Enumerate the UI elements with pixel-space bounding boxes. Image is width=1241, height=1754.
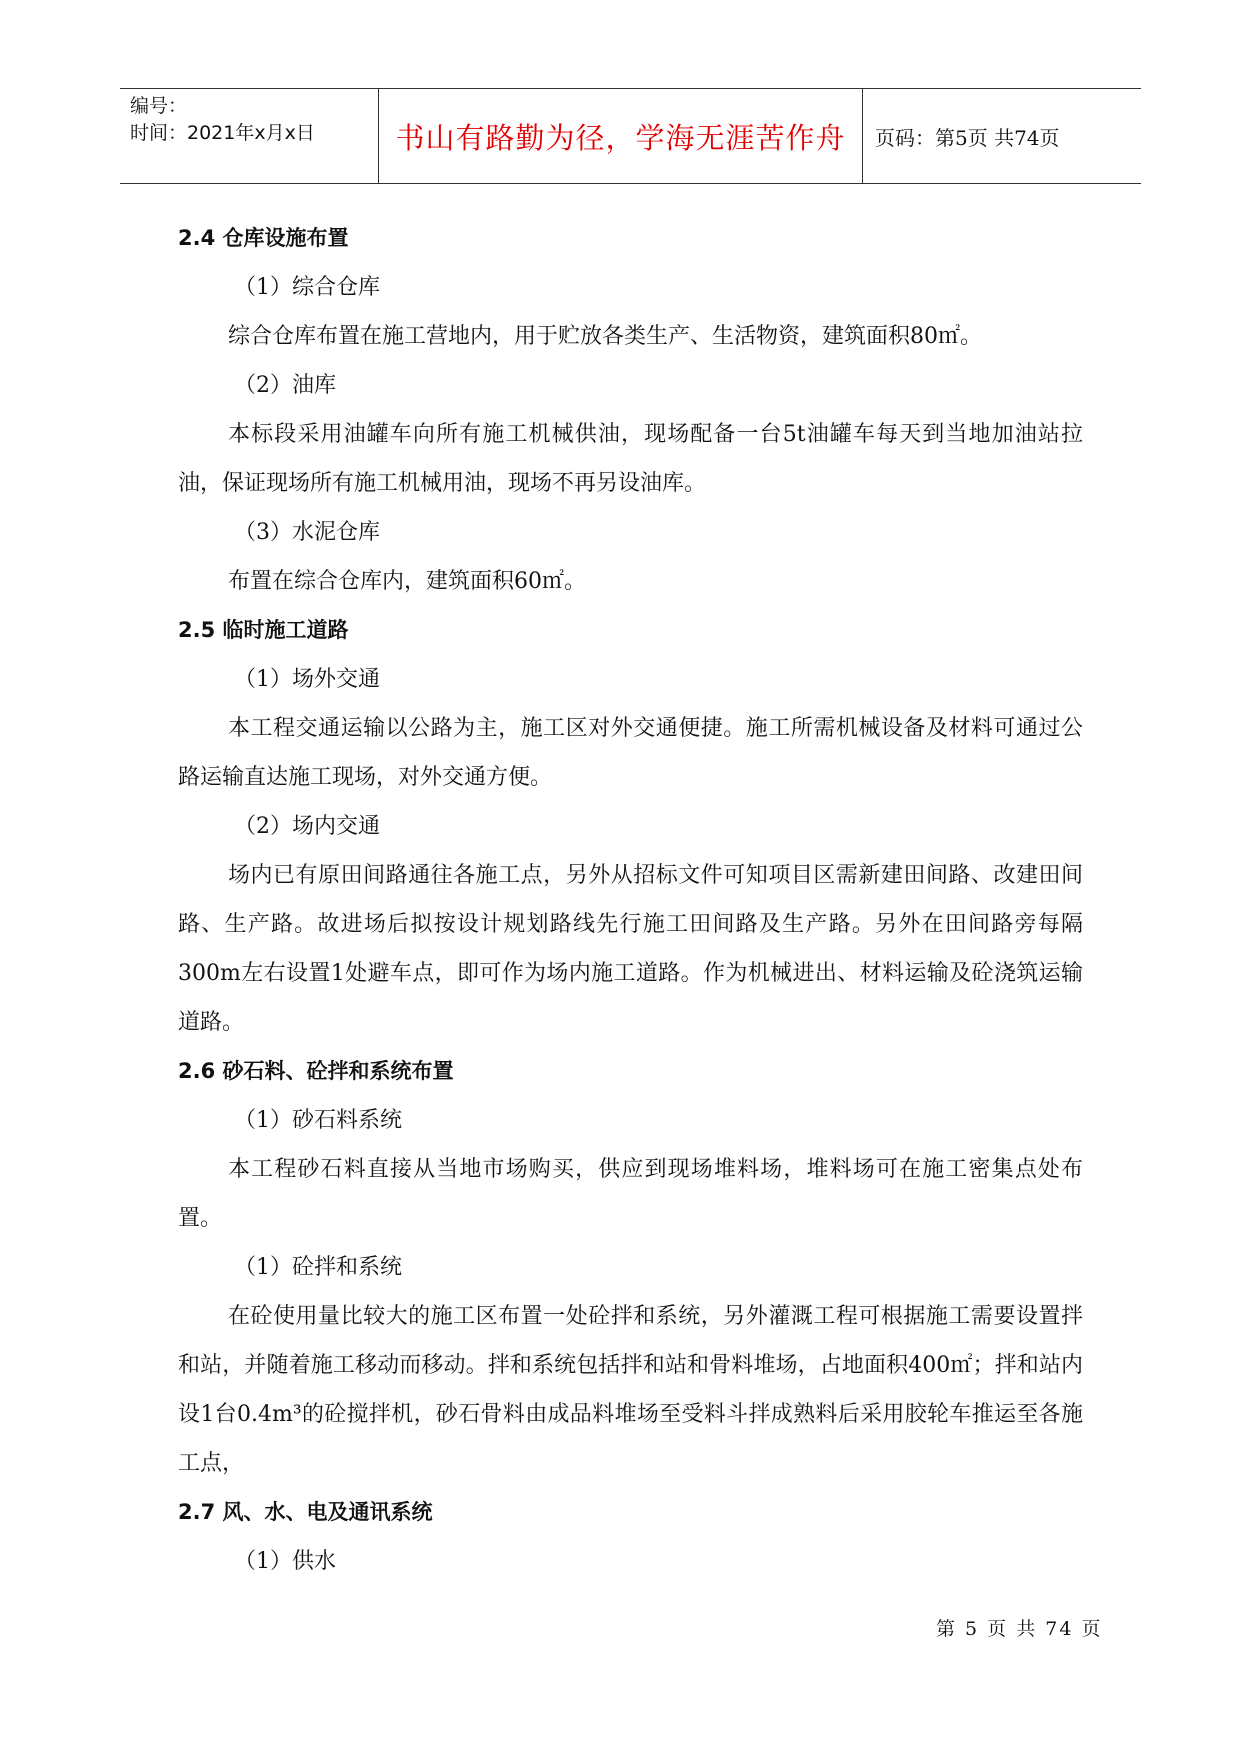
page-footer: 第 5 页 共 74 页 bbox=[936, 1618, 1103, 1640]
document-body bbox=[178, 214, 1083, 1586]
subsection-heading: （1）综合仓库 bbox=[234, 275, 380, 300]
subsection-heading: （2）油库 bbox=[234, 373, 336, 398]
document-number-label: 编号： bbox=[130, 95, 188, 117]
paragraph: 布置在综合仓库内，建筑面积60㎡。 bbox=[228, 569, 586, 594]
header-divider bbox=[862, 89, 863, 183]
paragraph: 在砼使用量比较大的施工区布置一处砼拌和系统，另外灌溉工程可根据施工需要设置拌和站，并随着施工移动而移动。拌和系统包括拌和站和骨料堆场，占地面积400㎡；拌和站内设1台0.4m³的砼搅拌机，砂石骨料由成品料堆场至受料斗拌成熟料后采用胶轮车推运至各施工点， bbox=[178, 1304, 1083, 1476]
section-heading: 2.6 砂石料、砼拌和系统布置 bbox=[178, 1059, 454, 1083]
subsection-heading: （3）水泥仓库 bbox=[234, 520, 380, 545]
header-page-info: 页码：第5页 共74页 bbox=[875, 125, 1060, 150]
paragraph: 本工程交通运输以公路为主，施工区对外交通便捷。施工所需机械设备及材料可通过公路运输直达施工现场，对外交通方便。 bbox=[178, 716, 1083, 790]
subsection-heading: （1）场外交通 bbox=[234, 667, 380, 692]
section-heading: 2.4 仓库设施布置 bbox=[178, 226, 349, 250]
subsection-heading: （2）场内交通 bbox=[234, 814, 380, 839]
paragraph: 场内已有原田间路通往各施工点，另外从招标文件可知项目区需新建田间路、改建田间路、生产路。故进场后拟按设计规划路线先行施工田间路及生产路。另外在田间路旁每隔300m左右设置1处避车点，即可作为场内施工道路。作为机械进出、材料运输及砼浇筑运输道路。 bbox=[178, 863, 1083, 1035]
subsection-heading: （1）砂石料系统 bbox=[234, 1108, 402, 1133]
section-heading: 2.5 临时施工道路 bbox=[178, 618, 349, 642]
header-motto: 书山有路勤为径，学海无涯苦作舟 bbox=[395, 120, 846, 155]
document-time-label: 时间：2021年x月x日 bbox=[130, 122, 315, 144]
header-meta bbox=[130, 93, 315, 147]
paragraph: 综合仓库布置在施工营地内，用于贮放各类生产、生活物资，建筑面积80㎡。 bbox=[228, 324, 982, 349]
section-heading: 2.7 风、水、电及通讯系统 bbox=[178, 1500, 433, 1524]
paragraph: 本工程砂石料直接从当地市场购买，供应到现场堆料场，堆料场可在施工密集点处布置。 bbox=[178, 1157, 1083, 1231]
subsection-heading: （1）砼拌和系统 bbox=[234, 1255, 402, 1280]
subsection-heading: （1）供水 bbox=[234, 1549, 336, 1574]
page-header bbox=[120, 88, 1141, 184]
paragraph: 本标段采用油罐车向所有施工机械供油，现场配备一台5t油罐车每天到当地加油站拉油，保证现场所有施工机械用油，现场不再另设油库。 bbox=[178, 422, 1083, 496]
